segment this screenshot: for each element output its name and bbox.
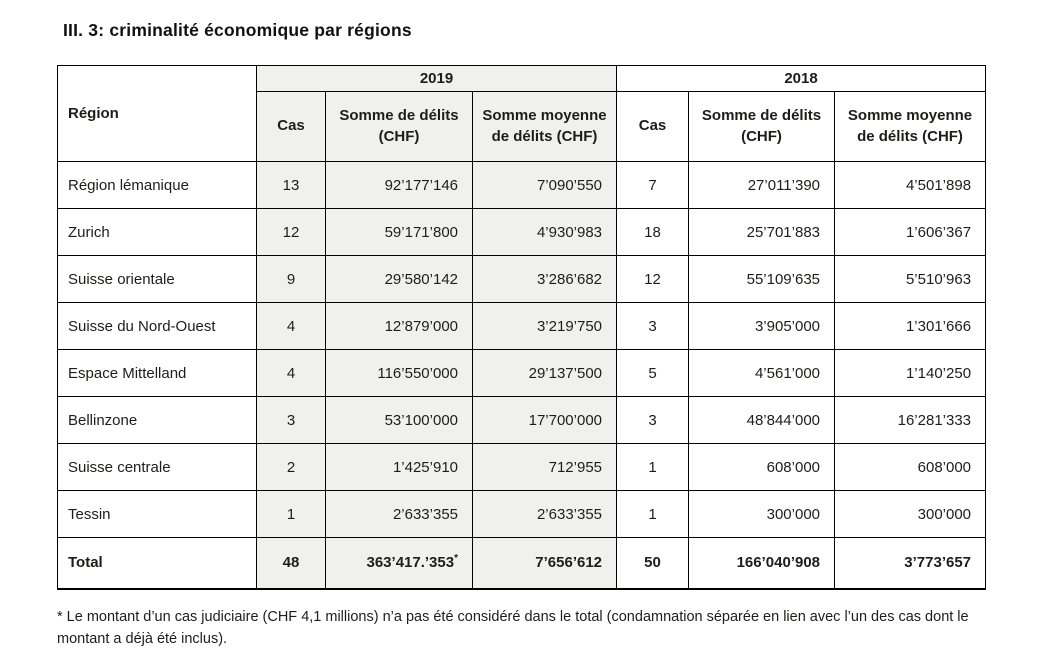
total-somme-2018-cell: 166’040’908 [689, 538, 835, 589]
moyenne-2018-cell: 1’606’367 [835, 209, 986, 256]
table-row [58, 256, 986, 303]
somme-2019-cell: 92’177’146 [326, 162, 473, 209]
moyenne-2019-cell: 4’930’983 [473, 209, 617, 256]
total-label-cell: Total [58, 538, 257, 589]
somme-2019-cell: 53’100’000 [326, 397, 473, 444]
cas-2018-cell: 12 [617, 256, 689, 303]
cas-2019-header: Cas [257, 92, 326, 162]
cas-2019-cell: 4 [257, 303, 326, 350]
total-somme-2019-cell [326, 538, 473, 589]
cas-2018-cell: 3 [617, 303, 689, 350]
moyenne-2019-cell: 17’700’000 [473, 397, 617, 444]
cas-2019-cell: 9 [257, 256, 326, 303]
region-cell: Suisse du Nord-Ouest [58, 303, 257, 350]
cas-2018-cell: 3 [617, 397, 689, 444]
cas-2019-cell: 13 [257, 162, 326, 209]
somme-2019-cell: 2’633’355 [326, 491, 473, 538]
moyenne-2018-cell: 608’000 [835, 444, 986, 491]
cas-2019-cell: 1 [257, 491, 326, 538]
regions-table [57, 65, 986, 590]
moyenne-2019-cell: 712’955 [473, 444, 617, 491]
moyenne-2019-cell: 29’137’500 [473, 350, 617, 397]
table-row [58, 491, 986, 538]
table-row [58, 209, 986, 256]
region-cell: Tessin [58, 491, 257, 538]
moyenne-2018-header: Somme moyenne de délits (CHF) [835, 92, 986, 162]
somme-2019-cell: 59’171’800 [326, 209, 473, 256]
moyenne-2019-header: Somme moyenne de délits (CHF) [473, 92, 617, 162]
somme-2018-cell: 4’561’000 [689, 350, 835, 397]
somme-2018-cell: 25’701’883 [689, 209, 835, 256]
cas-2018-cell: 1 [617, 444, 689, 491]
moyenne-2019-cell: 3’219’750 [473, 303, 617, 350]
moyenne-2018-cell: 5’510’963 [835, 256, 986, 303]
table-row [58, 162, 986, 209]
moyenne-2018-cell: 300’000 [835, 491, 986, 538]
region-cell: Région lémanique [58, 162, 257, 209]
moyenne-2018-cell: 4’501’898 [835, 162, 986, 209]
total-moyenne-2019-cell: 7’656’612 [473, 538, 617, 589]
moyenne-2018-cell: 1’140’250 [835, 350, 986, 397]
footnote: * Le montant d’un cas judiciaire (CHF 4,1 millions) n’a pas été considéré dans le total (condamnation séparée en lien avec l’un des cas dont le montant a déjà été inclus). [57, 608, 969, 647]
somme-2019-header: Somme de délits (CHF) [326, 92, 473, 162]
total-somme-2019-value: 363’417.’353 [366, 554, 455, 572]
cas-2018-header: Cas [617, 92, 689, 162]
total-cas-2018-cell: 50 [617, 538, 689, 589]
table-row [58, 397, 986, 444]
total-moyenne-2018-cell: 3’773’657 [835, 538, 986, 589]
somme-2018-cell: 608’000 [689, 444, 835, 491]
somme-2018-cell: 55’109’635 [689, 256, 835, 303]
cas-2019-cell: 2 [257, 444, 326, 491]
table-row [58, 444, 986, 491]
somme-2019-cell: 1’425’910 [326, 444, 473, 491]
region-cell: Suisse orientale [58, 256, 257, 303]
cas-2018-cell: 18 [617, 209, 689, 256]
year-header-row [58, 66, 986, 92]
total-cas-2019-cell: 48 [257, 538, 326, 589]
moyenne-2019-cell: 7’090’550 [473, 162, 617, 209]
page-title: III. 3: criminalité économique par régions [63, 20, 412, 40]
region-cell: Suisse centrale [58, 444, 257, 491]
table-row [58, 350, 986, 397]
somme-2018-header: Somme de délits (CHF) [689, 92, 835, 162]
moyenne-2018-cell: 16’281’333 [835, 397, 986, 444]
region-cell: Bellinzone [58, 397, 257, 444]
footnote-marker: * [454, 553, 458, 565]
cas-2019-cell: 3 [257, 397, 326, 444]
somme-2019-cell: 116’550’000 [326, 350, 473, 397]
somme-2018-cell: 3’905’000 [689, 303, 835, 350]
moyenne-2019-cell: 2’633’355 [473, 491, 617, 538]
region-cell: Zurich [58, 209, 257, 256]
total-row [58, 538, 986, 589]
year-2019-header: 2019 [257, 66, 617, 92]
region-column-header: Région [58, 66, 257, 162]
cas-2018-cell: 7 [617, 162, 689, 209]
moyenne-2019-cell: 3’286’682 [473, 256, 617, 303]
cas-2019-cell: 4 [257, 350, 326, 397]
somme-2019-cell: 12’879’000 [326, 303, 473, 350]
table-row [58, 303, 986, 350]
cas-2018-cell: 5 [617, 350, 689, 397]
somme-2018-cell: 48’844’000 [689, 397, 835, 444]
cas-2018-cell: 1 [617, 491, 689, 538]
somme-2018-cell: 300’000 [689, 491, 835, 538]
somme-2018-cell: 27’011’390 [689, 162, 835, 209]
year-2018-header: 2018 [617, 66, 986, 92]
cas-2019-cell: 12 [257, 209, 326, 256]
moyenne-2018-cell: 1’301’666 [835, 303, 986, 350]
region-cell: Espace Mittelland [58, 350, 257, 397]
somme-2019-cell: 29’580’142 [326, 256, 473, 303]
